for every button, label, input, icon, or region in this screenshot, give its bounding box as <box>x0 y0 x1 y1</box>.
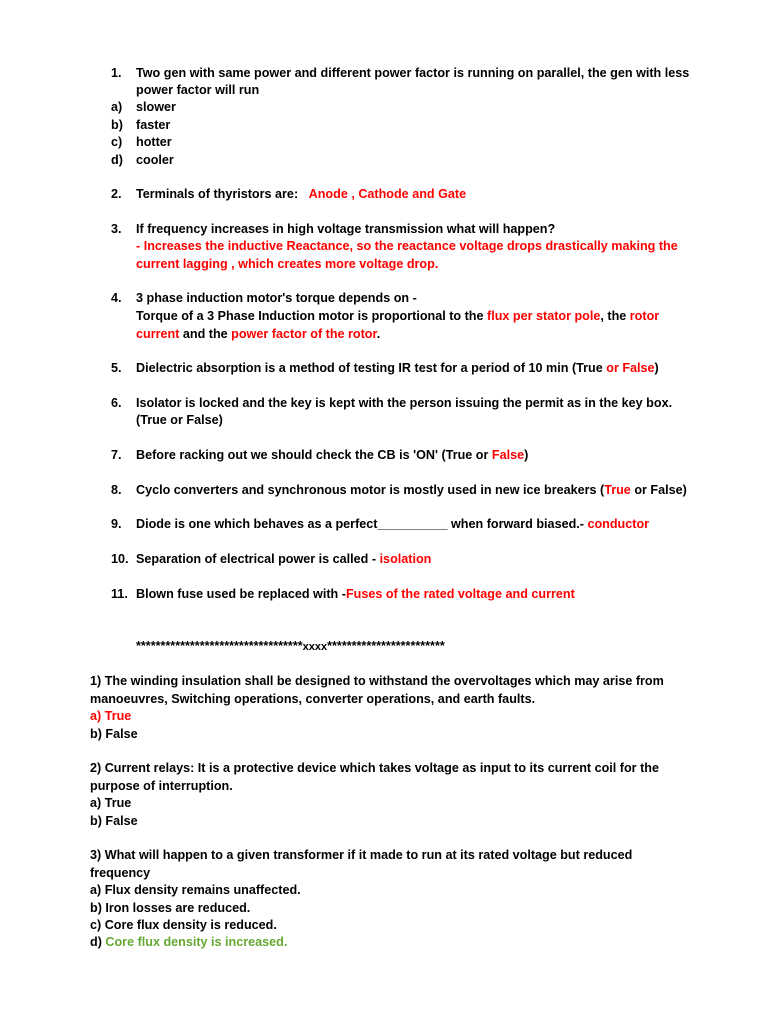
mcq-3-option-d <box>90 934 287 951</box>
answer-highlight: current <box>136 327 180 341</box>
q1-option-label: a) <box>111 100 123 114</box>
question-7-answer: False <box>491 448 525 462</box>
mcq-3-option-c: c) Core flux density is reduced. <box>90 918 277 932</box>
question-3-answer: - Increases the inductive Reactance, so the reactance voltage drops drastically making the <box>136 239 678 253</box>
question-6-options: (True or False) <box>136 413 223 427</box>
question-7-text: Before racking out we should check the CB is 'ON' (True or <box>136 448 492 462</box>
question-9-number: 9. <box>111 517 122 531</box>
question-6-text: Isolator is locked and the key is kept with the person issuing the permit as in the key box. <box>136 396 673 410</box>
question-1-text: Two gen with same power and different power factor is running on parallel, the gen with less <box>136 66 690 80</box>
question-10-text: Separation of electrical power is called - <box>136 552 380 566</box>
question-4-answer-line-cont <box>136 326 380 343</box>
question-8-number: 8. <box>111 483 122 497</box>
q1-option-text: hotter <box>136 135 172 149</box>
question-8-answer: True <box>604 483 631 497</box>
question-2-answer: Anode , Cathode and Gate <box>308 187 467 201</box>
mcq-3-text: 3) What will happen to a given transformer if it made to run at its rated voltage but reduced <box>90 848 633 862</box>
question-7-number: 7. <box>111 448 122 462</box>
option-label: d) <box>90 935 106 949</box>
answer-highlight: rotor <box>629 309 660 323</box>
separator-stars: ************************ <box>327 639 445 653</box>
q1-option-label: b) <box>111 118 123 132</box>
question-8-text: Cyclo converters and synchronous motor is mostly used in new ice breakers ( <box>136 483 605 497</box>
question-4-text: 3 phase induction motor's torque depends on - <box>136 291 417 305</box>
answer-text: , the <box>600 309 630 323</box>
question-2-text: Terminals of thyristors are: <box>136 187 299 201</box>
question-3-answer-cont: current lagging , which creates more voltage drop. <box>136 257 439 271</box>
separator-mark: xxxx <box>302 641 328 653</box>
question-5-line <box>136 360 659 377</box>
question-10-answer: isolation <box>379 552 432 566</box>
answer-highlight: power factor of the rotor <box>231 327 377 341</box>
mcq-1-text-cont: manoeuvres, Switching operations, converter operations, and earth faults. <box>90 692 536 706</box>
answer-text: and the <box>179 327 232 341</box>
question-5-answer: or False <box>606 361 655 375</box>
question-3-text: If frequency increases in high voltage transmission what will happen? <box>136 222 556 236</box>
mcq-3-option-b: b) Iron losses are reduced. <box>90 901 251 915</box>
question-3-number: 3. <box>111 222 122 236</box>
mcq-3-text-cont: frequency <box>90 866 151 880</box>
question-11-line <box>136 586 575 603</box>
mcq-2-option-a: a) True <box>90 796 132 810</box>
question-10-line <box>136 551 431 568</box>
question-9-text: Diode is one which behaves as a perfect__________ when forward biased.- <box>136 517 588 531</box>
mcq-1-option-a: a) True <box>90 709 132 723</box>
question-8-end: or False) <box>630 483 687 497</box>
option-answer: Core flux density is increased. <box>105 935 288 949</box>
question-5-number: 5. <box>111 361 122 375</box>
q1-option-label: c) <box>111 135 123 149</box>
q1-option-text: slower <box>136 100 176 114</box>
q1-option-text: faster <box>136 118 171 132</box>
question-2-line <box>136 186 466 203</box>
mcq-1-option-b: b) False <box>90 727 138 741</box>
mcq-3-option-a: a) Flux density remains unaffected. <box>90 883 301 897</box>
question-5-text: Dielectric absorption is a method of testing IR test for a period of 10 min (True <box>136 361 607 375</box>
mcq-2-text: 2) Current relays: It is a protective device which takes voltage as input to its current coil for the <box>90 761 659 775</box>
question-1-number: 1. <box>111 66 122 80</box>
question-9-line <box>136 516 649 533</box>
mcq-1-text: 1) The winding insulation shall be designed to withstand the overvoltages which may arise from <box>90 674 664 688</box>
question-9-answer: conductor <box>587 517 650 531</box>
question-4-number: 4. <box>111 291 122 305</box>
section-separator <box>136 638 445 656</box>
question-11-answer: Fuses of the rated voltage and current <box>345 587 575 601</box>
mcq-2-text-cont: purpose of interruption. <box>90 779 233 793</box>
question-5-end: ) <box>654 361 659 375</box>
question-2-number: 2. <box>111 187 122 201</box>
q1-option-text: cooler <box>136 153 174 167</box>
question-10-number: 10. <box>111 552 129 566</box>
question-11-number: 11. <box>111 587 128 601</box>
answer-text: . <box>376 327 381 341</box>
question-7-end: ) <box>524 448 529 462</box>
question-7-line <box>136 447 528 464</box>
question-8-line <box>136 482 687 499</box>
answer-text: Torque of a 3 Phase Induction motor is proportional to the <box>136 309 488 323</box>
question-1-text-cont: power factor will run <box>136 83 260 97</box>
question-6-number: 6. <box>111 396 122 410</box>
question-11-text: Blown fuse used be replaced with - <box>136 587 346 601</box>
q1-option-label: d) <box>111 153 123 167</box>
question-4-answer-line <box>136 308 659 325</box>
answer-highlight: flux per stator pole <box>487 309 601 323</box>
mcq-2-option-b: b) False <box>90 814 138 828</box>
separator-stars: ********************************** <box>136 639 303 653</box>
